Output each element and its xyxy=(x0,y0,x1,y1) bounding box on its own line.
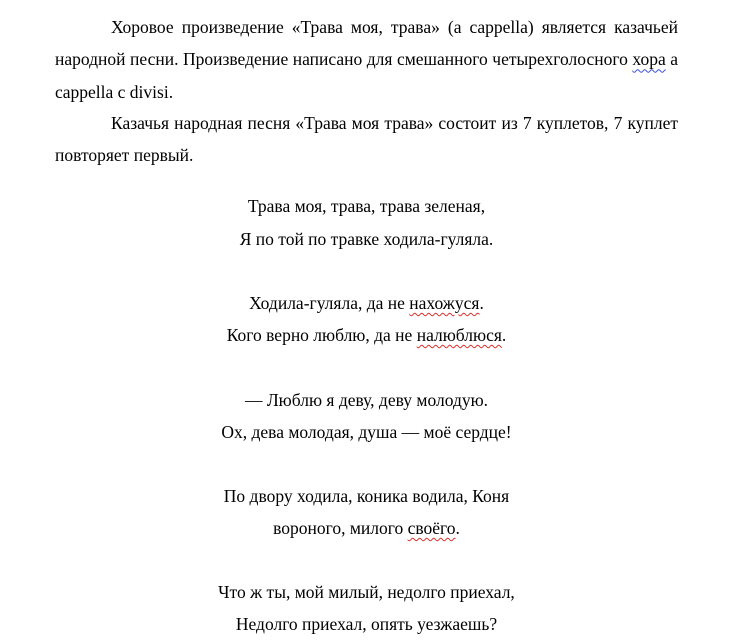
verse-2-line-1-after: . xyxy=(479,293,484,313)
verse-4-line-2-before: вороного, милого xyxy=(273,518,408,538)
spelling-flagged-word[interactable]: нахожуся xyxy=(409,293,480,313)
spelling-flagged-word[interactable]: налюблюся xyxy=(416,325,502,345)
verse-4-line-2 xyxy=(55,512,678,544)
verse-3-line-2: Ох, дева молодая, душа — моё сердце! xyxy=(221,422,512,442)
grammar-flagged-word[interactable]: хора xyxy=(632,49,666,70)
verse-1-line-2: Я по той по травке ходила-гуляла. xyxy=(239,229,494,249)
intro-paragraph-1 xyxy=(55,11,678,108)
verse-2-line-2 xyxy=(55,319,678,351)
verse-2-line-1-before: Ходила-гуляла, да не xyxy=(249,293,410,313)
intro-p1-text-before: Хоровое произведение «Трава моя, трава» (a cappella) является казачьей народной песни. Произведение написано для смешанного четырехголосного xyxy=(55,17,678,70)
intro-paragraph-2: Казачья народная песня «Трава моя трава» состоит из 7 куплетов, 7 куплет повторяет первый. xyxy=(55,113,678,166)
verse-4-line-1: По двору ходила, коника водила, Коня xyxy=(223,486,510,506)
verse-5-line-2: Недолго приехал, опять уезжаешь? xyxy=(235,614,498,634)
intro-p1-text-after: a cappella с divisi. xyxy=(55,49,678,102)
spelling-flagged-word[interactable]: своёго xyxy=(407,518,456,538)
verse-3-line-1: — Люблю я деву, деву молодую. xyxy=(244,390,489,410)
verse-4-line-2-after: . xyxy=(455,518,460,538)
verse-2-line-2-before: Кого верно люблю, да не xyxy=(226,325,417,345)
verse-2-line-2-after: . xyxy=(501,325,507,345)
verse-1-line-1: Трава моя, трава, трава зеленая, xyxy=(247,196,486,216)
verse-2-line-1 xyxy=(55,287,678,319)
verse-5-line-1: Что ж ты, мой милый, недолго приехал, xyxy=(218,582,515,602)
